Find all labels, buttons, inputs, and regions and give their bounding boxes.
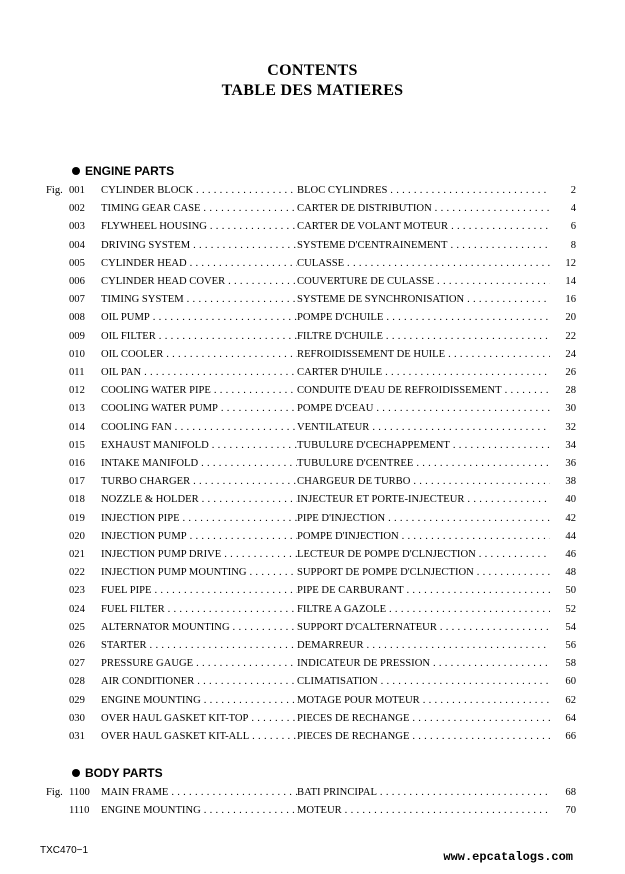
toc-row xyxy=(40,510,580,528)
toc-row xyxy=(40,273,580,291)
figure-number: 006 xyxy=(69,276,85,287)
english-title: ENGINE MOUNTING . . . xyxy=(101,802,297,820)
toc-row xyxy=(40,491,580,509)
english-title: ENGINE MOUNTING . . . xyxy=(101,692,297,710)
toc-row xyxy=(40,382,580,400)
toc-row xyxy=(40,218,580,236)
french-title: PIECES DE RECHANGE . . . xyxy=(297,728,550,746)
page-number: 42 xyxy=(565,512,576,524)
figure-number: 019 xyxy=(69,512,85,524)
figure-number: 030 xyxy=(69,712,85,724)
english-title: NOZZLE & HOLDER . . . xyxy=(101,491,297,509)
fig-label: Fig. xyxy=(46,787,63,798)
figure-number: 021 xyxy=(69,549,85,560)
figure-number: 025 xyxy=(69,621,85,633)
toc-row xyxy=(40,784,580,802)
english-title: STARTER . . . xyxy=(101,637,297,655)
section-heading xyxy=(72,164,174,178)
toc-row xyxy=(40,546,580,564)
figure-number: 013 xyxy=(69,403,85,415)
figure-number: 027 xyxy=(69,658,85,670)
toc-row xyxy=(40,601,580,619)
french-title: CONDUITE D'EAU DE REFROIDISSEMENT . . . xyxy=(297,382,550,400)
document-code: TXC470−1 xyxy=(40,845,89,856)
french-title: FILTRE A GAZOLE . . . xyxy=(297,601,550,619)
figure-number: 008 xyxy=(69,312,85,324)
english-title: OVER HAUL GASKET KIT-ALL . . . xyxy=(101,728,297,746)
page-number: 36 xyxy=(565,458,576,469)
page-number: 30 xyxy=(565,403,576,415)
french-title: LECTEUR DE POMPE D'CLNJECTION . . . xyxy=(297,546,550,564)
figure-number: 028 xyxy=(69,676,85,688)
french-title: PIPE D'INJECTION . . . xyxy=(297,510,550,528)
toc-row xyxy=(40,200,580,218)
fig-label: Fig. xyxy=(46,185,63,196)
page-number: 62 xyxy=(565,694,576,706)
page-number: 56 xyxy=(565,640,576,651)
figure-number: 1110 xyxy=(69,805,90,817)
english-title: TIMING GEAR CASE . . . xyxy=(101,200,297,218)
page-number: 34 xyxy=(565,439,576,451)
page-number: 38 xyxy=(565,476,576,488)
page-number: 32 xyxy=(565,421,576,433)
bullet-icon xyxy=(72,167,80,175)
english-title: OIL FILTER . . . xyxy=(101,328,297,346)
figure-number: 023 xyxy=(69,585,85,597)
english-title: INTAKE MANIFOLD . . . xyxy=(101,455,297,473)
english-title: OIL COOLER . . . xyxy=(101,346,297,364)
figure-number: 015 xyxy=(69,439,85,451)
toc-row xyxy=(40,400,580,418)
page-number: 60 xyxy=(565,676,576,688)
english-title: OIL PAN . . . xyxy=(101,364,297,382)
page-number: 70 xyxy=(565,805,576,817)
toc-row xyxy=(40,255,580,273)
website-watermark: www.epcatalogs.com xyxy=(443,850,573,864)
english-title: FLYWHEEL HOUSING . . . xyxy=(101,218,297,236)
french-title: SYSTEME DE SYNCHRONISATION . . . xyxy=(297,291,550,309)
page-number: 50 xyxy=(565,585,576,597)
toc-row xyxy=(40,346,580,364)
french-title: CLIMATISATION . . . xyxy=(297,673,550,691)
french-title: TUBULURE D'CECHAPPEMENT . . . xyxy=(297,437,550,455)
figure-number: 003 xyxy=(69,221,85,233)
english-title: OIL PUMP . . . xyxy=(101,309,297,327)
figure-number: 010 xyxy=(69,348,85,360)
section-heading xyxy=(72,766,163,780)
french-title: CHARGEUR DE TURBO . . . xyxy=(297,473,550,491)
toc-row xyxy=(40,291,580,309)
french-title: INJECTEUR ET PORTE-INJECTEUR . . . xyxy=(297,491,550,509)
figure-number: 014 xyxy=(69,421,85,433)
page-number: 20 xyxy=(565,312,576,324)
french-title: REFROIDISSEMENT DE HUILE . . . xyxy=(297,346,550,364)
figure-number: 029 xyxy=(69,694,85,706)
figure-number: 017 xyxy=(69,476,85,488)
page-number: 54 xyxy=(565,621,576,633)
english-title: MAIN FRAME . . . xyxy=(101,784,297,802)
french-title: SUPPORT DE POMPE D'CLNJECTION . . . xyxy=(297,564,550,582)
toc-row xyxy=(40,728,580,746)
french-title: MOTEUR . . . xyxy=(297,802,550,820)
page-number: 8 xyxy=(570,239,576,251)
french-title: INDICATEUR DE PRESSION . . . xyxy=(297,655,550,673)
figure-number: 005 xyxy=(69,257,85,269)
english-title: INJECTION PIPE . . . xyxy=(101,510,297,528)
figure-number: 1100 xyxy=(69,787,90,798)
french-title: TUBULURE D'CENTREE . . . xyxy=(297,455,550,473)
french-title: MOTAGE POUR MOTEUR . . . xyxy=(297,692,550,710)
english-title: TURBO CHARGER . . . xyxy=(101,473,297,491)
figure-number: 031 xyxy=(69,731,85,742)
figure-number: 011 xyxy=(69,367,85,378)
toc-row xyxy=(40,619,580,637)
english-title: OVER HAUL GASKET KIT-TOP . . . xyxy=(101,710,297,728)
english-title: COOLING FAN . . . xyxy=(101,419,297,437)
page-number: 28 xyxy=(565,385,576,397)
toc-row xyxy=(40,710,580,728)
figure-number: 026 xyxy=(69,640,85,651)
page-number: 6 xyxy=(570,221,576,233)
page-number: 46 xyxy=(565,549,576,560)
toc-row xyxy=(40,582,580,600)
page-number: 64 xyxy=(565,712,576,724)
toc-row xyxy=(40,419,580,437)
toc-row xyxy=(40,564,580,582)
toc-row xyxy=(40,237,580,255)
page-number: 24 xyxy=(565,348,576,360)
toc-row xyxy=(40,692,580,710)
french-title: DEMARREUR . . . xyxy=(297,637,550,655)
french-title: CULASSE . . . xyxy=(297,255,550,273)
page-number: 40 xyxy=(565,494,576,506)
page-number: 14 xyxy=(565,276,576,287)
english-title: DRIVING SYSTEM . . . xyxy=(101,237,297,255)
figure-number: 007 xyxy=(69,294,85,306)
figure-number: 016 xyxy=(69,458,85,469)
page-number: 58 xyxy=(565,658,576,670)
english-title: CYLINDER BLOCK . . . xyxy=(101,182,297,200)
french-title: CARTER D'HUILE . . . xyxy=(297,364,550,382)
english-title: INJECTION PUMP . . . xyxy=(101,528,297,546)
figure-number: 004 xyxy=(69,239,85,251)
figure-number: 002 xyxy=(69,203,85,215)
figure-number: 020 xyxy=(69,530,85,542)
page-number: 26 xyxy=(565,367,576,378)
english-title: INJECTION PUMP MOUNTING . . . xyxy=(101,564,297,582)
toc-row xyxy=(40,328,580,346)
toc-row xyxy=(40,673,580,691)
french-title: CARTER DE DISTRIBUTION . . . xyxy=(297,200,550,218)
toc-row xyxy=(40,637,580,655)
english-title: AIR CONDITIONER . . . xyxy=(101,673,297,691)
page-number: 48 xyxy=(565,567,576,579)
english-title: FUEL PIPE . . . xyxy=(101,582,297,600)
english-title: INJECTION PUMP DRIVE . . . xyxy=(101,546,297,564)
page-number: 66 xyxy=(565,731,576,742)
english-title: COOLING WATER PIPE . . . xyxy=(101,382,297,400)
section-heading-label: BODY PARTS xyxy=(85,766,163,780)
english-title: ALTERNATOR MOUNTING . . . xyxy=(101,619,297,637)
english-title: COOLING WATER PUMP . . . xyxy=(101,400,297,418)
english-title: TIMING SYSTEM . . . xyxy=(101,291,297,309)
french-title: BATI PRINCIPAL . . . xyxy=(297,784,550,802)
english-title: CYLINDER HEAD COVER . . . xyxy=(101,273,297,291)
french-title: FILTRE D'CHUILE . . . xyxy=(297,328,550,346)
french-title: CARTER DE VOLANT MOTEUR . . . xyxy=(297,218,550,236)
page-number: 16 xyxy=(565,294,576,306)
toc-row xyxy=(40,455,580,473)
french-title: PIPE DE CARBURANT . . . xyxy=(297,582,550,600)
page-subtitle: TABLE DES MATIERES xyxy=(221,82,404,99)
french-title: POMPE D'CHUILE . . . xyxy=(297,309,550,327)
english-title: FUEL FILTER . . . xyxy=(101,601,297,619)
english-title: CYLINDER HEAD . . . xyxy=(101,255,297,273)
toc-row xyxy=(40,364,580,382)
french-title: PIECES DE RECHANGE . . . xyxy=(297,710,550,728)
figure-number: 012 xyxy=(69,385,85,397)
toc-row xyxy=(40,437,580,455)
figure-number: 009 xyxy=(69,330,85,342)
page-number: 12 xyxy=(565,257,576,269)
toc-row xyxy=(40,655,580,673)
figure-number: 022 xyxy=(69,567,85,579)
french-title: COUVERTURE DE CULASSE . . . xyxy=(297,273,550,291)
figure-number: 018 xyxy=(69,494,85,506)
toc-row xyxy=(40,182,580,200)
english-title: EXHAUST MANIFOLD . . . xyxy=(101,437,297,455)
page-number: 22 xyxy=(565,330,576,342)
toc-row xyxy=(40,802,580,820)
english-title: PRESSURE GAUGE . . . xyxy=(101,655,297,673)
toc-row xyxy=(40,473,580,491)
section-heading-label: ENGINE PARTS xyxy=(85,164,175,178)
figure-number: 001 xyxy=(69,185,85,196)
page-number: 2 xyxy=(570,185,576,196)
bullet-icon xyxy=(72,769,80,777)
page-number: 44 xyxy=(565,530,576,542)
french-title: POMPE D'INJECTION . . . xyxy=(297,528,550,546)
french-title: POMPE D'CEAU . . . xyxy=(297,400,550,418)
page-number: 4 xyxy=(570,203,576,215)
page-title: CONTENTS xyxy=(267,62,358,79)
toc-row xyxy=(40,309,580,327)
french-title: BLOC CYLINDRES . . . xyxy=(297,182,550,200)
french-title: SUPPORT D'CALTERNATEUR . . . xyxy=(297,619,550,637)
french-title: SYSTEME D'CENTRAINEMENT . . . xyxy=(297,237,550,255)
page-number: 52 xyxy=(565,603,576,615)
toc-row xyxy=(40,528,580,546)
page-number: 68 xyxy=(565,787,576,798)
french-title: VENTILATEUR . . . xyxy=(297,419,550,437)
figure-number: 024 xyxy=(69,603,85,615)
